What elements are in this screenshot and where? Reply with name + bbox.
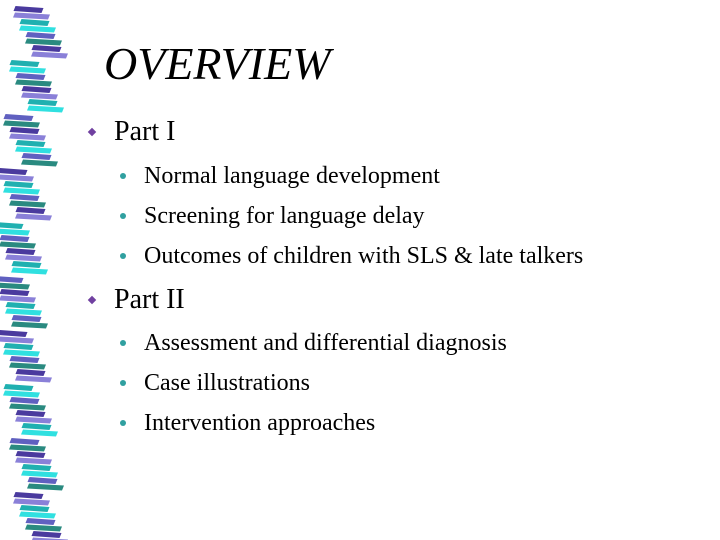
border-wedge	[0, 168, 28, 175]
border-wedge	[0, 229, 30, 236]
list-item-label: Outcomes of children with SLS & late talkers	[144, 243, 584, 269]
border-wedge	[21, 471, 58, 478]
border-wedge	[10, 60, 40, 67]
border-wedge	[25, 39, 62, 46]
dot-bullet-icon	[120, 173, 126, 179]
border-wedge	[9, 67, 46, 74]
border-wedge	[19, 512, 56, 519]
list-item-label: Normal language development	[144, 163, 440, 189]
border-wedge	[4, 343, 34, 350]
border-wedge	[22, 153, 52, 160]
border-wedge	[19, 26, 56, 33]
border-wedge	[5, 255, 42, 262]
border-wedge	[26, 32, 56, 39]
list-item-label: Assessment and differential diagnosis	[144, 330, 507, 356]
border-wedge	[26, 518, 56, 525]
border-wedge	[16, 369, 46, 376]
border-wedge	[3, 350, 40, 357]
section-heading-label: Part II	[114, 284, 185, 315]
border-wedge	[28, 99, 58, 106]
border-wedge	[14, 492, 44, 499]
border-wedge	[32, 531, 62, 538]
border-wedge	[5, 309, 42, 316]
border-wedge	[16, 410, 46, 417]
section-heading-label: Part I	[114, 116, 176, 147]
border-wedge	[15, 214, 52, 221]
border-wedge	[22, 86, 52, 93]
border-wedge	[4, 114, 34, 121]
border-wedge	[13, 13, 50, 20]
border-wedge	[14, 6, 44, 13]
list-item-label: Intervention approaches	[144, 410, 376, 436]
border-wedge	[22, 464, 52, 471]
border-wedge	[16, 73, 46, 80]
border-wedge	[16, 140, 46, 147]
border-wedge	[0, 276, 24, 283]
border-wedge	[0, 222, 24, 229]
border-wedge	[21, 160, 58, 167]
border-wedge	[0, 289, 30, 296]
dot-bullet-icon	[120, 213, 126, 219]
list-item-label: Screening for language delay	[144, 203, 425, 229]
border-wedge	[3, 391, 40, 398]
border-wedge	[9, 201, 46, 208]
border-wedge	[6, 302, 36, 309]
border-wedge	[16, 207, 46, 214]
border-wedge	[15, 376, 52, 383]
border-wedge	[21, 430, 58, 437]
border-wedge	[28, 477, 58, 484]
border-wedge	[15, 417, 52, 424]
border-wedge	[9, 363, 46, 370]
border-wedge	[4, 384, 34, 391]
border-wedge	[32, 45, 62, 52]
border-wedge	[9, 404, 46, 411]
border-wedge	[10, 356, 40, 363]
border-wedge	[0, 337, 34, 344]
border-wedge	[0, 175, 34, 182]
border-wedge	[0, 242, 36, 249]
border-wedge	[27, 484, 64, 491]
list-item-label: Case illustrations	[144, 370, 310, 396]
border-wedge	[3, 121, 40, 128]
border-wedge	[3, 188, 40, 195]
border-wedge	[15, 80, 52, 87]
border-wedge	[20, 505, 50, 512]
border-wedge	[13, 499, 50, 506]
border-wedge	[0, 235, 30, 242]
border-wedge	[10, 397, 40, 404]
border-wedge	[12, 261, 42, 268]
border-wedge	[16, 451, 46, 458]
dot-bullet-icon	[120, 340, 126, 346]
border-wedge	[4, 181, 34, 188]
border-wedge	[20, 19, 50, 26]
border-wedge	[22, 423, 52, 430]
border-wedge	[9, 134, 46, 141]
border-wedge	[6, 248, 36, 255]
border-wedge	[21, 93, 58, 100]
border-wedge	[11, 268, 48, 275]
border-wedge	[0, 330, 28, 337]
border-wedge	[31, 52, 68, 59]
border-wedge	[15, 458, 52, 465]
pinwheel-border-decoration	[0, 0, 100, 540]
dot-bullet-icon	[120, 420, 126, 426]
border-wedge	[27, 106, 64, 113]
border-wedge	[9, 445, 46, 452]
border-wedge	[0, 296, 36, 303]
slide-title: OVERVIEW	[104, 38, 331, 89]
border-wedge	[11, 322, 48, 329]
border-wedge	[12, 315, 42, 322]
border-wedge	[15, 147, 52, 154]
dot-bullet-icon	[120, 380, 126, 386]
border-wedge	[25, 525, 62, 532]
border-wedge	[10, 194, 40, 201]
border-wedge	[10, 127, 40, 134]
border-wedge	[10, 438, 40, 445]
dot-bullet-icon	[120, 253, 126, 259]
border-wedge	[0, 283, 30, 290]
